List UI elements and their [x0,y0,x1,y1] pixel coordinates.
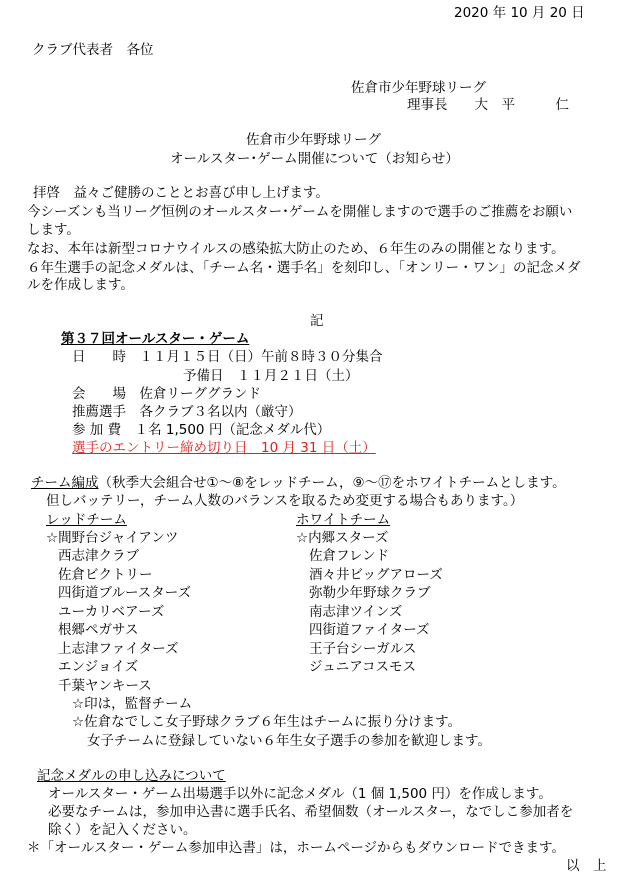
ki-marker: 記 [310,313,324,329]
white-team-member: 四街道ファイターズ [309,622,430,638]
red-team-member: エンジョイズ [58,659,139,675]
event-fee: 参 加 費 １名 1,500 円（記念メダル代） [72,422,331,438]
event-reserve-date: 予備日 １１月２１日（土） [183,368,359,384]
event-recommend: 推薦選手 各クラブ３名以内（厳守） [72,404,302,420]
white-team-member: 酒々井ビッグアローズ [309,567,443,583]
medal-line: 必要なチームは，参加申込書に選手氏名、希望個数（オールスター，なでしこ参加者を [48,804,574,820]
medal-heading: 記念メダルの申し込みについて [37,768,226,784]
red-team-member: ユーカリベアーズ [58,604,165,620]
closing: 以 上 [566,858,607,874]
teams-description: （秋季大会組合せ①～⑧をレッドチーム，⑨～⑰をホワイトチームとします。 [98,475,566,491]
title-line-1: 佐倉市少年野球リーグ [246,132,381,148]
event-venue: 会 場 佐倉リーググランド [72,386,261,402]
red-team-member: 佐倉ビクトリー [58,567,153,583]
entry-deadline: 選手のエントリー締め切り日 10 月 31 日（土） [72,440,376,456]
sender-org: 佐倉市少年野球リーグ [351,80,486,96]
body-line: なお、本年は新型コロナウイルスの感染拡大防止のため、６年生のみの開催となります。 [27,241,565,257]
white-team-label: ホワイトチーム [296,512,391,528]
body-line: ６年生選手の記念メダルは、「チーム名・選手名」を刻印し、「オンリー・ワン」の記念メダ [27,260,581,276]
body-line: 拝啓 益々ご健勝のこととお喜び申し上げます。 [33,185,329,201]
red-team-label: レッドチーム [46,512,127,528]
white-team-member: 王子台シーガルス [309,641,417,657]
nadeshiko-note: ☆佐倉なでしこ女子野球クラブ６年生はチームに振り分けます。 [72,714,462,730]
white-team-member: 弥勒少年野球クラブ [309,585,431,601]
white-team-member: ☆内郷スターズ [296,530,389,546]
sender-chair: 理事長 大 平 仁 [407,97,569,113]
red-team-member: 上志津ファイターズ [58,641,179,657]
addressee: クラブ代表者 各位 [32,42,154,58]
download-note: ＊「オールスター・ゲーム参加申込書」は，ホームページからもダウンロードできます。 [27,840,565,856]
document-date: 2020 年 10 月 20 日 [454,5,585,21]
white-team-member: 佐倉フレンド [309,548,390,564]
body-line: 今シーズンも当リーグ恒例のオールスター･ゲームを開催しますので選手のご推薦をお願い [27,204,573,220]
event-date: 日 時 １１月１５日（日）午前８時３０分集合 [72,349,383,365]
red-team-member: 西志津クラブ [58,548,139,564]
title-line-2: オールスター･ゲーム開催について（お知らせ） [170,151,459,167]
teams-note-battery: 但しバッテリー，チーム人数のバランスを取るため変更する場合もあります。） [46,493,524,509]
white-team-member: 南志津ツインズ [309,604,403,620]
medal-line: オールスター・ゲーム出場選手以外に記念メダル（1 個 1,500 円）を作成します。 [48,786,552,802]
body-line: ルを作成します。 [27,277,134,293]
red-team-member: ☆間野台ジャイアンツ [46,530,179,546]
white-team-member: ジュニアコスモス [309,659,417,675]
girls-note: 女子チームに登録していない６年生女子選手の参加を歓迎します。 [87,733,491,749]
event-heading: 第３７回オールスター・ゲーム [61,331,250,347]
red-team-member: 千葉ヤンキース [58,678,152,694]
manager-note: ☆印は，監督チーム [72,696,193,712]
red-team-member: 四街道ブルースターズ [58,585,192,601]
medal-line: 除く）を記入ください。 [48,822,197,838]
body-line: します。 [27,222,80,238]
red-team-member: 根郷ペガサス [58,622,139,638]
teams-heading: チーム編成 [31,475,99,491]
